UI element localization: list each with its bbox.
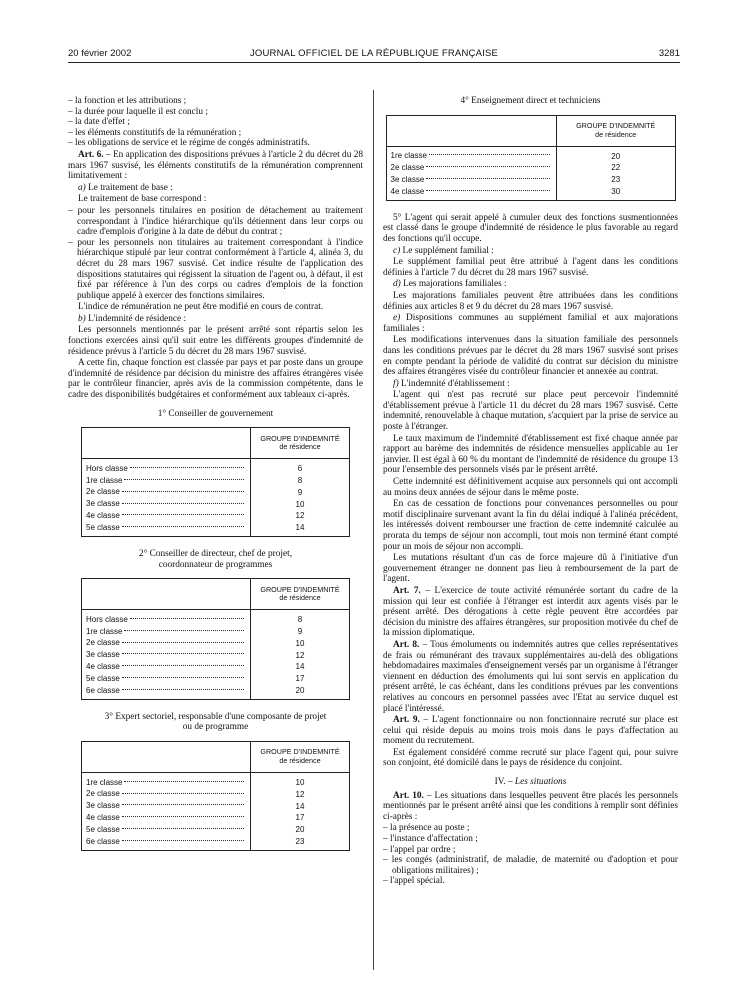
table-row: 5e classe [86,673,246,685]
table-cell-value: 6 [297,464,303,474]
article-7: Art. 7. – L'exercice de toute activité rémunérée sortant du cadre de la mission qui leur est confiée à l'étranger est interdit aux agents visés par le présent arrêté. Des dérogations à cette règle peuvent être accordées par décision du ministre des affaires étrangères, sur proposition motivée du chef de la mission diplomatique. [383,585,679,639]
table-cell-value: 22 [611,163,621,173]
list-item: – la fonction et les attributions ; [68,96,363,107]
list-item: – pour les personnels non titulaires au traitement correspondant à l'indice hiérarchique stipulé par leur contrat conformément à l'article 4, alinéa 3, du décret du 28 mars 1967 susvisé. Cet indice résulte de l'application des dispositions statutaires qui régissent la situation de l'agent ou, à défaut, il est fixé par référence à l'un des corps ou cadres d'emplois de la fonction publique appelé à exercer des fonctions similaires. [68,238,363,302]
subheading-b [68,314,363,325]
subheading-e: e) Dispositions communes au supplément familial et aux majorations familiales : [383,313,678,334]
table-header: GROUPE D'INDEMNITÉ de résidence [251,579,350,610]
table-header: GROUPE D'INDEMNITÉ de résidence [251,741,350,772]
article-6 [68,150,363,182]
paragraph: En cas de cessation de fonctions pour convenances personnelles ou pour motif disciplinaire survenant avant la fin du délai indiqué à l'alinéa précédent, les intéressés doivent rembourser une fraction de cette indemnité calculée au prorata du temps de séjour non accompli, tout mois non terminé étant compté pour un mois de séjour non accompli. [383,499,678,552]
subheading-letter: b) [78,313,86,324]
header-journal-title: JOURNAL OFFICIEL DE LA RÉPUBLIQUE FRANÇAISE [249,48,499,59]
subheading-text: L'indemnité de résidence : [85,313,187,324]
table-row: Hors classe [86,614,246,626]
table-cell-value: 14 [295,523,305,533]
subheading-a [68,183,363,194]
subheading-letter: a) [78,182,86,193]
table-cell-value: 10 [295,777,305,787]
table-cell-value: 23 [611,175,621,185]
table-cell-value: 10 [295,499,305,509]
table-cell-value: 20 [611,151,621,161]
section-heading: IV. – Les situations [494,777,567,788]
table-row: 1re classe [391,151,552,163]
table-row: 3e classe [86,650,246,662]
paragraph: Les majorations familiales peuvent être attribuées dans les conditions définies aux articles 8 et 9 du décret du 28 mars 1967 susvisé. [383,290,678,312]
base-salary-list [68,206,363,301]
list-item: – les congés (administratif, de maladie, de maternité ou d'adoption et pour obligations militaires) ; [383,855,678,876]
table-row: 1re classe [86,777,246,789]
contract-elements-list [68,96,363,149]
table-cell-value: 10 [295,638,305,648]
residence-table-4 [386,115,676,201]
left-column [68,96,363,863]
table-row: 2e classe [86,789,246,801]
table-row: 2e classe [86,487,246,499]
table-cell-value: 14 [295,662,305,672]
list-item: – pour les personnels titulaires en position de détachement au traitement correspondant à l'indice hiérarchique qu'ils détiennent dans leur corps ou cadre d'emplois d'origine à la date de début du contrat ; [68,206,363,238]
list-item: – les éléments constitutifs de la rémunération ; [68,128,363,139]
table-row: Hors classe [86,463,246,475]
list-item: – les obligations de service et le régime de congés administratifs. [68,138,363,149]
paragraph: Est également considéré comme recruté sur place l'agent qui, pour suivre son conjoint, été domicilé dans le pays de résidence du conjoint. [383,747,678,769]
table-row: 6e classe [86,685,246,697]
list-item: – la date d'effet ; [68,117,363,128]
header-page-number: 3281 [658,48,680,59]
table-cell-value: 9 [297,626,303,636]
subheading-text: Le traitement de base : [85,182,173,193]
table-row: 3e classe [391,174,552,186]
subheading-f: f) L'indemnité d'établissement : [393,378,510,389]
table-row: 4e classe [86,661,246,673]
article-9: Art. 9. – L'agent fonctionnaire ou non fonctionnaire recruté sur place est celui qui réside depuis au moins trois mois dans le pays d'affectation au moment du recrutement. [383,715,678,747]
table-caption: 3° Expert sectoriel, responsable d'une composante de projet ou de programme [104,711,327,733]
situations-list [383,823,678,887]
list-item: – la durée pour laquelle il est conclu ; [68,107,363,118]
paragraph: 5° L'agent qui serait appelé à cumuler deux des fonctions susmentionnées est classé dans le groupe d'indemnité de résidence le plus favorable au regard des fonctions qu'il occupe. [383,212,678,244]
table-row: 5e classe [86,522,246,534]
table-row: 6e classe [86,836,246,848]
header-rule [68,62,680,63]
table-cell-value: 20 [295,825,305,835]
list-item: – l'appel par ordre ; [383,845,678,856]
table-cell-value: 14 [295,801,305,811]
article-10: Art. 10. – Les situations dans lesquelles peuvent être placés les personnels mentionnés par le présent arrêté ainsi que les conditions à remplir sont définies ci-après : [383,790,678,822]
paragraph: Le traitement de base correspond : [78,194,207,205]
article-label: Art. 6. [78,149,104,160]
paragraph: Les modifications intervenues dans la situation familiale des personnels dans les conditions prévues par le décret du 28 mars 1967 susvisé sont prises en compte pendant la période de validité du contrat sur décision du ministre des affaires étrangères visée du contrôleur financier et annexée au contrat. [383,335,678,378]
residence-table-2 [81,578,350,700]
paragraph: Le taux maximum de l'indemnité d'établissement est fixé chaque année par rapport au barème des indemnités de résidence mensuelles applicable au 1er janvier. Il est égal à 60 % du montant de l'indemnité de résidence du groupe 13 pour l'ensemble des personnels visés par le présent arrêté. [383,433,678,476]
residence-table-3 [81,741,350,851]
table-caption: 1° Conseiller de gouvernement [157,408,274,419]
table-row: 3e classe [86,801,246,813]
right-column [383,96,678,888]
table-row: 1re classe [86,475,246,487]
header-date: 20 février 2002 [68,48,132,59]
paragraph: Cette indemnité est définitivement acquise aux personnels qui ont accompli au moins deux années de séjour dans le même poste. [383,477,678,498]
table-cell-value: 8 [297,615,303,625]
table-cell-value: 23 [295,836,305,846]
table-cell-value: 30 [611,186,621,196]
table-row: 2e classe [86,638,246,650]
table-row: 2e classe [391,162,552,174]
residence-table-1 [81,427,350,537]
table-caption: 4° Enseignement direct et techniciens [460,96,601,106]
table-cell-value: 8 [297,476,303,486]
list-item: – la présence au poste ; [383,823,678,834]
table-header: GROUPE D'INDEMNITÉ de résidence [556,115,675,146]
article-8: Art. 8. – Tous émoluments ou indemnités autres que celles représentatives de frais ou rémunérant des travaux supplémentaires au-delà des obligations hebdomadaires maximales d'enseignement versés par un organisme à l'étranger viennent en déduction des émoluments qui lui sont servis en application du présent arrêté, le cas échéant, dans les conditions prévues par les conventions relatives au concours en personnel passées avec l'Etat au service duquel est placé l'intéressé. [383,639,678,714]
table-row: 1re classe [86,626,246,638]
table-row: 4e classe [86,812,246,824]
table-caption: 2° Conseiller de directeur, chef de projet, coordonnateur de programmes [138,549,293,570]
paragraph: Le supplément familial peut être attribué à l'agent dans les conditions définies à l'article 7 du décret du 28 mars 1967 susvisé. [383,257,678,278]
table-cell-value: 9 [297,487,303,497]
paragraph: Les personnels mentionnés par le présent arrêté sont répartis selon les fonctions exercées ainsi qu'il suit entre les différents groupes d'indemnité de résidence prévus à l'article 5 du décret du 28 mars 1967 susvisé. [68,325,363,357]
list-item: – l'instance d'affectation ; [383,834,678,845]
paragraph: A cette fin, chaque fonction est classée par pays et par poste dans un groupe d'indemnité de résidence par décision du ministre des affaires étrangères visée par le contrôleur financier, après avis de la commission compétente, dans le cadre des disponibilités budgétaires et conformément aux tableaux ci-après. [68,358,363,401]
table-cell-value: 12 [295,650,305,660]
article-text: – En application des dispositions prévues à l'article 2 du décret du 28 mars 1967 susvisé, les éléments constitutifs de la rémunération comprennent limitativement : [68,149,363,182]
list-item: – l'appel spécial. [383,876,678,887]
table-cell-value: 17 [295,813,305,823]
paragraph: Les mutations résultant d'un cas de force majeure dû à l'initiative d'un gouvernement étranger ne donnent pas lieu à remboursement de la part de l'agent. [383,553,678,585]
table-cell-value: 12 [295,789,305,799]
subheading-d: d) Les majorations familiales : [393,279,507,290]
table-row: 5e classe [86,824,246,836]
column-divider [373,90,374,970]
table-cell-value: 17 [295,674,305,684]
paragraph: L'indice de rémunération ne peut être modifié en cours de contrat. [78,302,324,313]
subheading-c: c) Le supplément familial : [393,245,494,256]
table-row: 3e classe [86,499,246,511]
table-cell-value: 12 [295,511,305,521]
table-row: 4e classe [391,186,552,198]
table-row: 4e classe [86,510,246,522]
table-cell-value: 20 [295,685,305,695]
paragraph: L'agent qui n'est pas recruté sur place peut percevoir l'indemnité d'établissement prévue à l'article 11 du décret du 28 mars 1967 susvisé. Cette indemnité, renouvelable à chaque mutation, s'acquiert par la prise de service au poste à l'étranger. [383,390,678,433]
table-header: GROUPE D'INDEMNITÉ de résidence [251,428,350,459]
